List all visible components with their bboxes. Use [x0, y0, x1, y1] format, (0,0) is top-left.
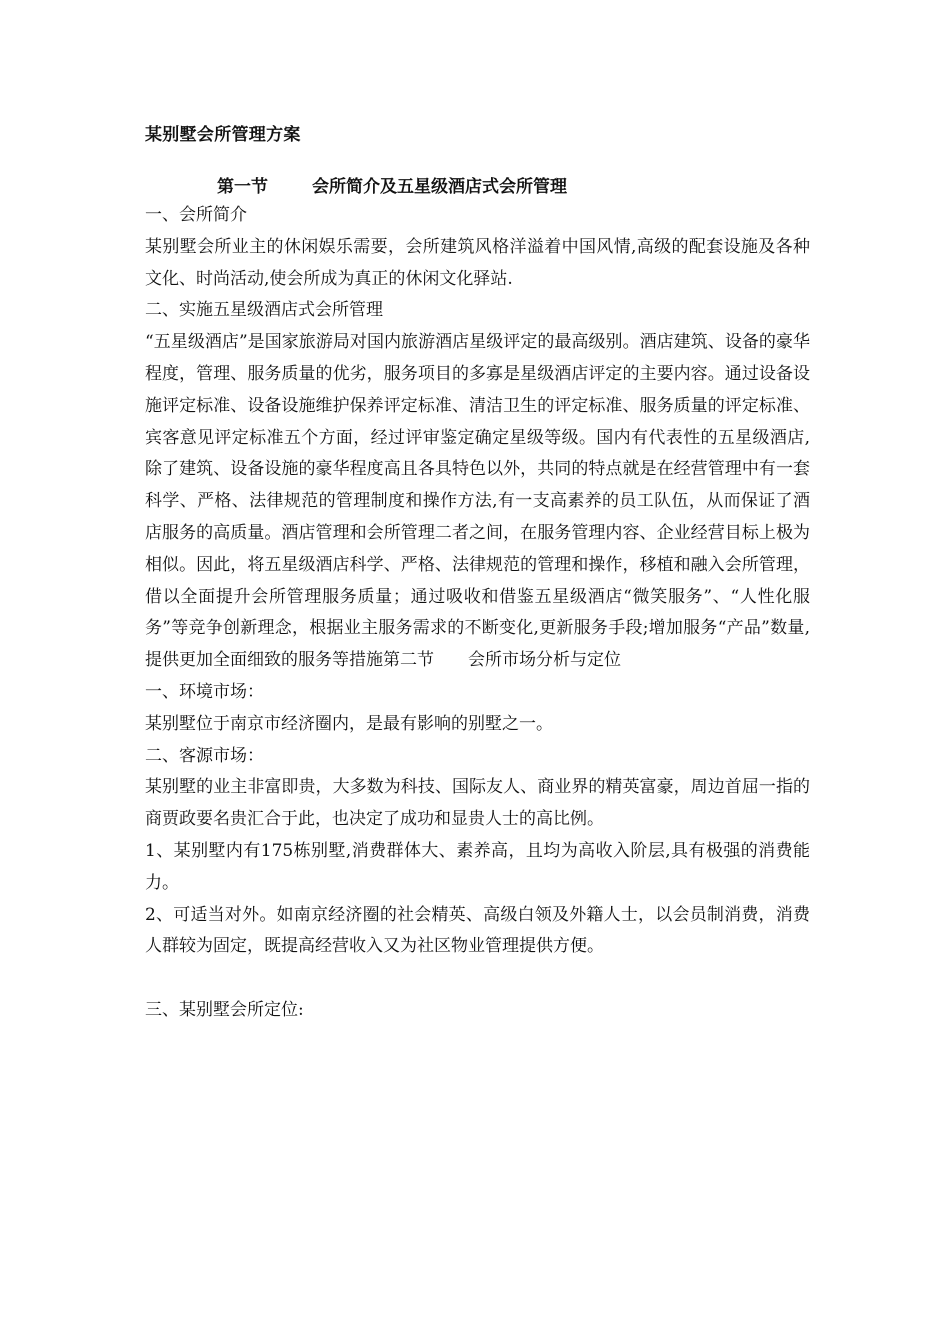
subheading-customer-market: 二、客源市场：: [145, 745, 264, 766]
section-number: 第一节: [217, 177, 268, 197]
section-title-2: 会所市场分析与定位: [468, 650, 621, 671]
paragraph-external-customers: 2、可适当对外。如南京经济圈的社会精英、高级白领及外籍人士，以会员制消费，消费人群较为固定，既提高经营收入又为社区物业管理提供方便。: [145, 904, 810, 957]
subheading-environment-market: 一、环境市场：: [145, 681, 264, 702]
subheading-club-positioning: 三、某别墅会所定位:: [145, 999, 304, 1020]
section-heading-1: [145, 174, 810, 200]
paragraph-club-intro: 某别墅会所业主的休闲娱乐需要，会所建筑风格洋溢着中国风情,高级的配套设施及各种文化、时尚活动,使会所成为真正的休闲文化驿站.: [145, 236, 810, 289]
paragraph-five-star-text: “五星级酒店”是国家旅游局对国内旅游酒店星级评定的最高级别。酒店建筑、设备的豪华程度，管理、服务质量的优劣，服务项目的多寡是星级酒店评定的主要内容。通过设备设施评定标准、设备设施维护保养评定标准、清洁卫生的评定标准、服务质量的评定标准、宾客意见评定标准五个方面，经过评审鉴定确定星级等级。国内有代表性的五星级酒店,除了建筑、设备设施的豪华程度高且各具特色以外，共同的特点就是在经营管理中有一套科学、严格、法律规范的管理制度和操作方法,有一支高素养的员工队伍，从而保证了酒店服务的高质量。酒店管理和会所管理二者之间，在服务管理内容、企业经营目标上极为相似。因此，将五星级酒店科学、严格、法律规范的管理和操作，移植和融入会所管理，借以全面提升会所管理服务质量；通过吸收和借鉴五星级酒店“微笑服务”、“人性化服务”等竞争创新理念，根据业主服务需求的不断变化,更新服务手段;增加服务“产品”数量,提供更加全面细致的服务等措施: [145, 332, 810, 671]
paragraph-villa-count: 1、某别墅内有175栋别墅,消费群体大、素养高，且均为高收入阶层,具有极强的消费能力。: [145, 840, 810, 893]
paragraph-customer-market: 某别墅的业主非富即贵，大多数为科技、国际友人、商业界的精英富豪，周边首屈一指的商贾政要名贵汇合于此，也决定了成功和显贵人士的高比例。: [145, 777, 810, 830]
paragraph-environment-market: 某别墅位于南京市经济圈内，是最有影响的别墅之一。: [145, 713, 553, 734]
paragraph-five-star-management: [145, 327, 810, 677]
document-body: [145, 200, 810, 1027]
document-title: 某别墅会所管理方案: [145, 125, 301, 145]
section-number-2: 第二节: [383, 650, 434, 671]
subheading-five-star-management: 二、实施五星级酒店式会所管理: [145, 300, 383, 321]
blank-line: [145, 963, 810, 995]
section-title: 会所简介及五星级酒店式会所管理: [312, 177, 567, 197]
subheading-club-intro: 一、会所简介: [145, 205, 247, 225]
